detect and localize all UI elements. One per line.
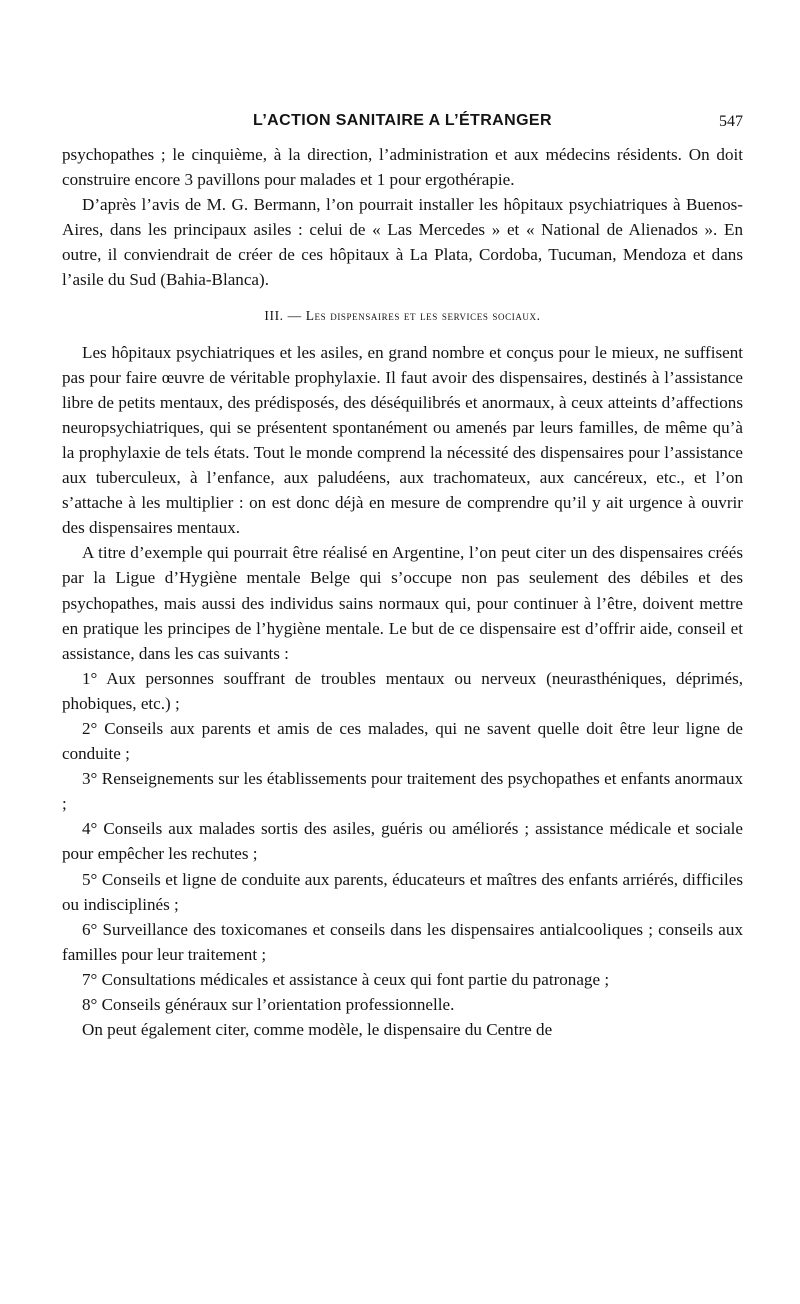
section-heading bbox=[62, 306, 743, 326]
page-header bbox=[62, 112, 743, 142]
body-text bbox=[62, 142, 743, 1042]
list-item-7: 7° Consultations médicales et assistance à ceux qui font partie du patronage ; bbox=[82, 969, 610, 989]
paragraph-dispensaries: Les hôpitaux psychiatriques et les asiles, en grand nombre et conçus pour le mieux, ne suffisent pas pour faire œuvre de véritable prophylaxie. Il faut avoir des dispensaires, destinés à l’assistance libre de petits mentaux, des prédisposés, des déséquilibrés et anormaux, à ceux atteints d’affections neuropsychiatriques, qui se présentent spontanément ou amenés par leurs familles, de même qu’à la prophylaxie de tels états. Tout le monde comprend la nécessité des dispensaires pour l’assistance aux tuberculeux, à l’enfance, aux paludéens, aux trachomateux, aux cancéreux, etc., et l’on s’attache à les multiplier : on est donc déjà en mesure de comprendre qu’il y ait urgence à ouvrir des dispensaires mentaux. bbox=[62, 342, 743, 538]
list-item-6: 6° Surveillance des toxicomanes et conseils dans les dispensaires antialcooliques ; conseils aux familles pour leur traitement ; bbox=[62, 919, 743, 964]
page-number: 547 bbox=[719, 113, 743, 130]
section-number: III. — bbox=[264, 307, 302, 323]
list-item-3: 3° Renseignements sur les établissements pour traitement des psychopathes et enfants anormaux ; bbox=[62, 769, 743, 814]
list-item-1: 1° Aux personnes souffrant de troubles mentaux ou nerveux (neurasthéniques, déprimés, phobiques, etc.) ; bbox=[62, 668, 743, 713]
list-item-2: 2° Conseils aux parents et amis de ces malades, qui ne savent quelle doit être leur ligne de conduite ; bbox=[62, 718, 743, 764]
list-item-8: 8° Conseils généraux sur l’orientation professionnelle. bbox=[82, 995, 455, 1014]
paragraph-continued: psychopathes ; le cinquième, à la direction, l’administration et aux médecins résidents. On doit construire encore 3 pavillons pour malades et 1 pour ergothérapie. bbox=[62, 145, 743, 190]
list-item-4: 4° Conseils aux malades sortis des asiles, guéris ou améliorés ; assistance médicale et sociale pour empêcher les rechutes ; bbox=[62, 819, 743, 864]
paragraph-bermann: D’après l’avis de M. G. Bermann, l’on pourrait installer les hôpitaux psychiatriques à Buenos-Aires, dans les principaux asiles : celui de « Las Mercedes » et « National de Alienados ». En outre, il conviendrait de créer de ces hôpitaux à La Plata, Cordoba, Tucuman, Mendoza et dans l’asile du Sud (Bahia-Blanca). bbox=[62, 195, 743, 290]
paragraph-final: On peut également citer, comme modèle, le dispensaire du Centre de bbox=[82, 1020, 553, 1040]
running-title: L’ACTION SANITAIRE A L’ÉTRANGER bbox=[253, 112, 552, 129]
paragraph-example: A titre d’exemple qui pourrait être réalisé en Argentine, l’on peut citer un des dispensaires créés par la Ligue d’Hygiène mentale Belge qui s’occupe non pas seulement des débiles et des psychopathes, mais aussi des individus sains normaux qui, pour continuer à l’être, doivent mettre en pratique les principes de l’hygiène mentale. Le but de ce dispensaire est d’offrir aide, conseil et assistance, dans les cas suivants : bbox=[62, 543, 743, 663]
list-item-5: 5° Conseils et ligne de conduite aux parents, éducateurs et maîtres des enfants arriérés, difficiles ou indisciplinés ; bbox=[62, 869, 743, 914]
book-page bbox=[62, 112, 743, 1042]
section-title: Les dispensaires et les services sociaux. bbox=[305, 307, 541, 323]
